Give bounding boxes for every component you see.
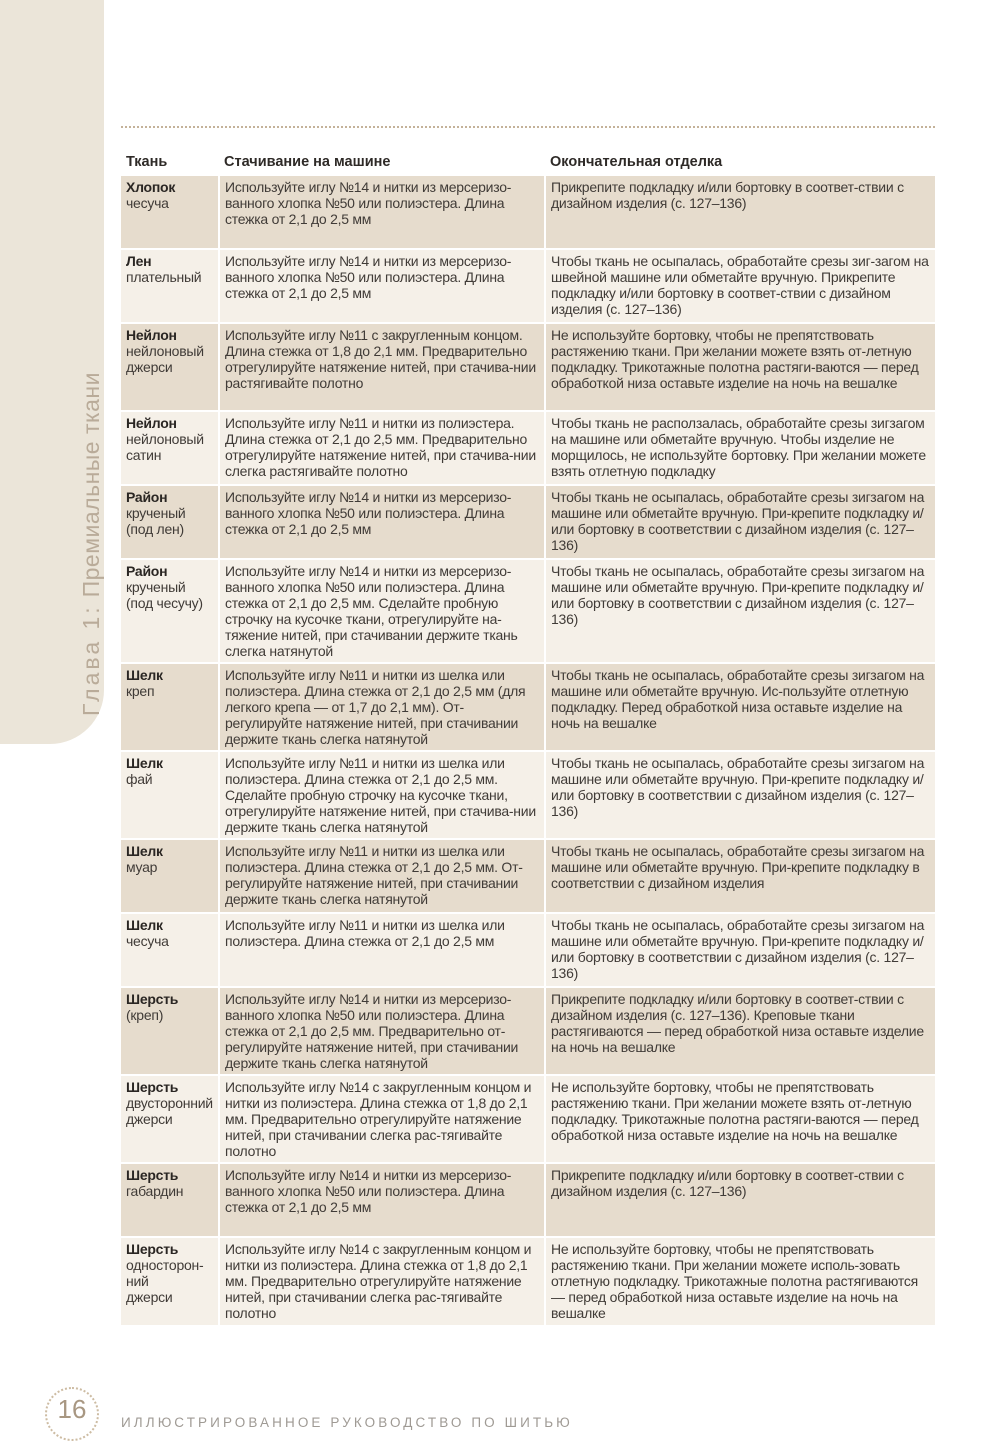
fabric-variant: фай (126, 771, 153, 787)
table-row (121, 1163, 935, 1237)
fabric-variant: двусторонний джерси (126, 1095, 213, 1127)
sewing-cell: Используйте иглу №14 с закругленным концом и нитки из полиэстера. Длина стежка от 1,8 до 2,1 мм. Предварительно отрегулируйте натяжение нитей, при стачивании слегка рас-тягивайте полотно (219, 1075, 545, 1163)
table-row (121, 663, 935, 751)
sewing-cell: Используйте иглу №11 с закругленным концом. Длина стежка от 1,8 до 2,1 мм. Предварительно отрегулируйте натяжение нитей, при стачива-нии растягивайте полотно (219, 323, 545, 411)
fabric-cell (121, 559, 219, 663)
fabric-cell (121, 839, 219, 913)
book-title: ИЛЛЮСТРИРОВАННОЕ РУКОВОДСТВО ПО ШИТЬЮ (121, 1415, 573, 1430)
fabric-name: Шерсть (126, 991, 179, 1007)
finishing-cell: Чтобы ткань не осыпалась, обработайте срезы зигзагом на машине или обметайте вручную. При-крепите подкладку и/или бортовку в соответствии с дизайном изделия (с. 127–136) (545, 751, 935, 839)
sewing-cell: Используйте иглу №11 и нитки из шелка или полиэстера. Длина стежка от 2,1 до 2,5 мм (219, 913, 545, 987)
sewing-cell: Используйте иглу №14 и нитки из мерсеризо-ванного хлопка №50 или полиэстера. Длина стежка от 2,1 до 2,5 мм (219, 249, 545, 323)
sewing-cell: Используйте иглу №11 и нитки из полиэстера. Длина стежка от 2,1 до 2,5 мм. Предварительно отрегулируйте натяжение нитей, при стачива-нии слегка растягивайте полотно (219, 411, 545, 485)
fabric-cell (121, 1163, 219, 1237)
finishing-cell: Прикрепите подкладку и/или бортовку в соответ-ствии с дизайном изделия (с. 127–136). Креповые ткани растягиваются — перед обработкой низа оставьте изделие на ночь на вешалке (545, 987, 935, 1075)
finishing-cell: Чтобы ткань не осыпалась, обработайте срезы зигзагом на машине или обметайте вручную. Ис-пользуйте отлетную подкладку. Перед обработкой низа оставьте изделие на ночь на вешалке (545, 663, 935, 751)
header-fabric: Ткань (126, 154, 168, 170)
fabric-name: Район (126, 489, 168, 505)
table-row (121, 751, 935, 839)
fabric-variant: чесуча (126, 933, 169, 949)
fabric-cell (121, 1237, 219, 1325)
chapter-label (78, 372, 105, 716)
sewing-cell: Используйте иглу №14 и нитки из мерсеризо-ванного хлопка №50 или полиэстера. Длина стежка от 2,1 до 2,5 мм. Предварительно от-регулируйте натяжение нитей, при стачивании держите ткань слегка натянутой (219, 987, 545, 1075)
chapter-number: Глава 1: (78, 604, 104, 716)
fabric-variant: креп (126, 683, 155, 699)
finishing-cell: Прикрепите подкладку и/или бортовку в соответ-ствии с дизайном изделия (с. 127–136) (545, 1163, 935, 1237)
table-row (121, 175, 935, 249)
fabric-name: Хлопок (126, 179, 176, 195)
finishing-cell: Не используйте бортовку, чтобы не препятствовать растяжению ткани. При желании можете исполь-зовать отлетную подкладку. Трикотажные полотна растягиваются — перед обработкой низа оставьте изделие на ночь на вешалке (545, 1237, 935, 1325)
fabric-cell (121, 249, 219, 323)
fabric-name: Шерсть (126, 1079, 179, 1095)
fabric-name: Шерсть (126, 1241, 179, 1257)
finishing-cell: Не используйте бортовку, чтобы не препятствовать растяжению ткани. При желании можете взять от-летную подкладку. Трикотажные полотна растяги-ваются — перед обработкой низа оставьте изделие на ночь на вешалке (545, 1075, 935, 1163)
fabric-name: Нейлон (126, 327, 177, 343)
table-row (121, 839, 935, 913)
fabric-cell (121, 913, 219, 987)
table-row (121, 1237, 935, 1325)
fabric-variant: чесуча (126, 195, 169, 211)
fabric-variant: плательный (126, 269, 202, 285)
sewing-cell: Используйте иглу №11 и нитки из шелка или полиэстера. Длина стежка от 2,1 до 2,5 мм. От-регулируйте натяжение нитей, при стачивании держите ткань слегка натянутой (219, 839, 545, 913)
finishing-cell: Чтобы ткань не осыпалась, обработайте срезы зигзагом на машине или обметайте вручную. При-крепите подкладку в соответствии с дизайном изделия (545, 839, 935, 913)
finishing-cell: Чтобы ткань не расползалась, обработайте срезы зигзагом на машине или обметайте вручную. Чтобы изделие не морщилось, не используйте бортовку. При желании можете взять отлетную подкладку (545, 411, 935, 485)
fabric-name: Нейлон (126, 415, 177, 431)
finishing-cell: Прикрепите подкладку и/или бортовку в соответ-ствии с дизайном изделия (с. 127–136) (545, 175, 935, 249)
fabric-cell (121, 751, 219, 839)
page-number: 16 (57, 1394, 87, 1424)
table-row (121, 913, 935, 987)
fabric-variant: нейлоновый сатин (126, 431, 204, 463)
fabric-cell (121, 663, 219, 751)
table-row (121, 987, 935, 1075)
fabric-cell (121, 323, 219, 411)
fabric-name: Шелк (126, 843, 163, 859)
header-finishing: Окончательная отделка (550, 154, 723, 170)
chapter-title: Премиальные ткани (78, 372, 104, 598)
sewing-cell: Используйте иглу №11 и нитки из шелка или полиэстера. Длина стежка от 2,1 до 2,5 мм. Сделайте пробную строчку на кусочке ткани, отрегулируйте натяжение нитей, при стачива-нии держите ткань слегка натянутой (219, 751, 545, 839)
table-row (121, 1075, 935, 1163)
fabric-variant: муар (126, 859, 158, 875)
fabric-name: Шелк (126, 755, 163, 771)
finishing-cell: Чтобы ткань не осыпалась, обработайте срезы зигзагом на машине или обметайте вручную. При-крепите подкладку и/или бортовку в соответствии с дизайном изделия (с. 127–136) (545, 559, 935, 663)
fabric-variant: крученый (под лен) (126, 505, 186, 537)
fabric-cell (121, 485, 219, 559)
sewing-cell: Используйте иглу №14 и нитки из мерсеризо-ванного хлопка №50 или полиэстера. Длина стежка от 2,1 до 2,5 мм. Сделайте пробную строчку на кусочке ткани, отрегулируйте на-тяжение нитей, при стачивании держите ткань слегка натянутой (219, 559, 545, 663)
fabric-name: Шерсть (126, 1167, 179, 1183)
sewing-cell: Используйте иглу №14 и нитки из мерсеризо-ванного хлопка №50 или полиэстера. Длина стежка от 2,1 до 2,5 мм (219, 485, 545, 559)
sewing-cell: Используйте иглу №14 и нитки из мерсеризо-ванного хлопка №50 или полиэстера. Длина стежка от 2,1 до 2,5 мм (219, 175, 545, 249)
header-sewing: Стачивание на машине (224, 154, 391, 170)
fabric-name: Шелк (126, 917, 163, 933)
table-row (121, 323, 935, 411)
fabric-name: Район (126, 563, 168, 579)
fabric-cell (121, 1075, 219, 1163)
fabric-variant: (креп) (126, 1007, 164, 1023)
table-row (121, 249, 935, 323)
fabric-table (121, 146, 935, 1325)
finishing-cell: Чтобы ткань не осыпалась, обработайте срезы зигзагом на машине или обметайте вручную. При-крепите подкладку и/или бортовку в соответствии с дизайном изделия (с. 127–136) (545, 913, 935, 987)
fabric-variant: габардин (126, 1183, 184, 1199)
table-row (121, 411, 935, 485)
table-row (121, 559, 935, 663)
table-header-row (121, 146, 935, 175)
table-row (121, 485, 935, 559)
finishing-cell: Не используйте бортовку, чтобы не препятствовать растяжению ткани. При желании можете взять от-летную подкладку. Трикотажные полотна растяги-ваются — перед обработкой низа оставьте изделие на ночь на вешалке (545, 323, 935, 411)
sewing-cell: Используйте иглу №11 и нитки из шелка или полиэстера. Длина стежка от 2,1 до 2,5 мм (для легкого крепа — от 1,7 до 2,1 мм). От-регулируйте натяжение нитей, при стачивании держите ткань слегка натянутой (219, 663, 545, 751)
fabric-variant: нейлоновый джерси (126, 343, 204, 375)
fabric-cell (121, 411, 219, 485)
sewing-cell: Используйте иглу №14 и нитки из мерсеризо-ванного хлопка №50 или полиэстера. Длина стежка от 2,1 до 2,5 мм (219, 1163, 545, 1237)
dotted-divider (121, 126, 935, 128)
finishing-cell: Чтобы ткань не осыпалась, обработайте срезы зиг-загом на швейной машине или обметайте вручную. Прикрепите подкладку и/или бортовку в соответ-ствии с дизайном изделия (с. 127–136) (545, 249, 935, 323)
fabric-name: Шелк (126, 667, 163, 683)
fabric-name: Лен (126, 253, 152, 269)
fabric-cell (121, 987, 219, 1075)
fabric-variant: односторон- ний джерси (126, 1257, 204, 1305)
finishing-cell: Чтобы ткань не осыпалась, обработайте срезы зигзагом на машине или обметайте вручную. При-крепите подкладку и/или бортовку в соответствии с дизайном изделия (с. 127–136) (545, 485, 935, 559)
fabric-cell (121, 175, 219, 249)
sewing-cell: Используйте иглу №14 с закругленным концом и нитки из полиэстера. Длина стежка от 1,8 до 2,1 мм. Предварительно отрегулируйте натяжение нитей, при стачивании слегка рас-тягивайте полотно (219, 1237, 545, 1325)
fabric-variant: крученый (под чесучу) (126, 579, 203, 611)
